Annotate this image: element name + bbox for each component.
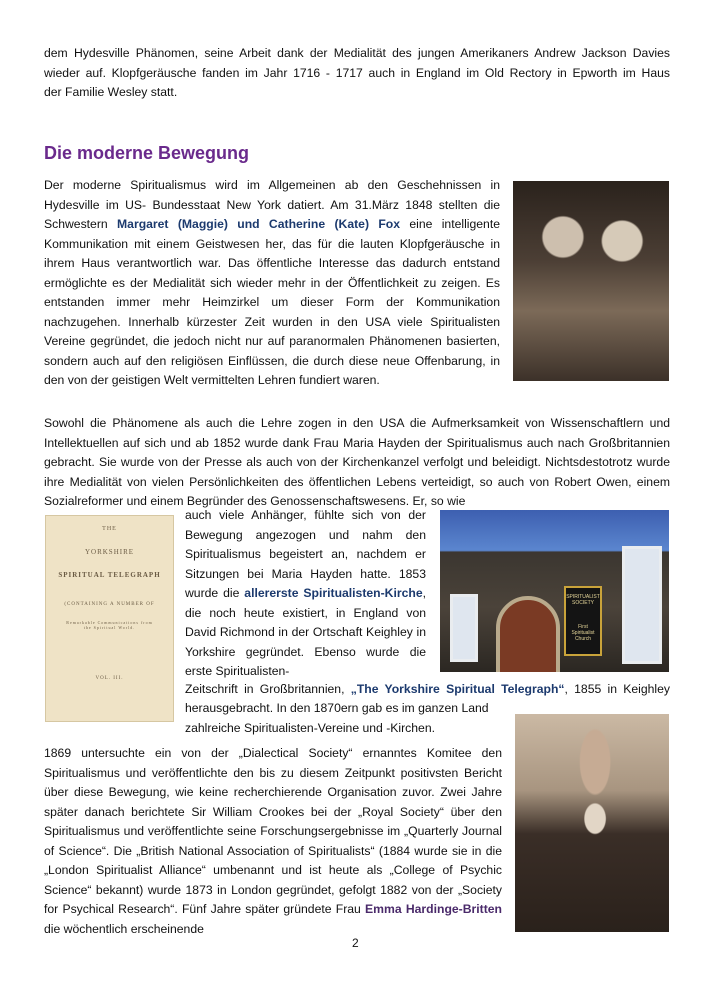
church-window	[622, 546, 662, 664]
paragraph-text: Der moderne Spiritualismus wird im Allgemeinen ab den Geschehnissen in Hydesville im US- Bundesstaat New York datiert. Am 31.März 1848 stellten die Schwestern	[44, 178, 500, 231]
cover-text: Remarkable Communications from the Spiritual World.	[66, 620, 153, 630]
paragraph-fox-sisters	[44, 176, 500, 391]
paragraph-text: Sowohl die Phänomene als auch die Lehre zogen in den USA die Aufmerksamkeit von Wissenschaftlern und Intellektuellen auf sich und ab 1852 wurde dank Frau Maria Hayden der Spiritualismus auch nach Großbritannien gebracht. Sie wurde von der Presse als auch von der Kirchenkanzel verfolgt und beleidigt. Nichtsdestotrotz wurde ihre Medialität von vielen Persönlichkeiten des öffentlichen Lebens verteidigt, so auch von Robert Owen, einem Sozialreformer und einem Begründer des Genossenschaftswesens. Er, so wie	[44, 416, 670, 508]
keighley-church-photo	[440, 510, 669, 672]
cover-text: THE	[102, 526, 117, 532]
emma-hardinge-britten-photo	[515, 714, 669, 932]
paragraph-text: auch viele Anhänger, fühlte sich von der Bewegung angezogen und nahm den Spiritualismus begeistert an, nachdem er Sitzungen bei Maria Hayden hatte. 1853 wurde die	[185, 508, 426, 600]
emma-hardinge-britten-name: Emma Hardinge-Britten	[365, 902, 503, 916]
cover-text: YORKSHIRE	[84, 548, 135, 556]
fox-sisters-photo	[513, 181, 669, 381]
paragraph-text: herausgebracht. In den 1870ern gab es im ganzen Land	[185, 701, 489, 715]
telegraph-tail	[185, 699, 505, 738]
cover-text: (CONTAINING A NUMBER OF	[64, 602, 155, 607]
paragraph-text: zahlreiche Spiritualisten-Vereine und -Kirchen.	[185, 720, 435, 735]
paragraph-societies	[44, 744, 502, 939]
paragraph-text: 1869 untersuchte ein von der „Dialectical Society“ ernanntes Komitee den Spiritualismus und veröffentlichte den bis zu diesem Zeitpunkt positivsten Bericht über diese Bewegung, wie keine recherchierende Organisation zuvor. Zwei Jahre später danach berichtete Sir William Crookes bei der „Royal Society“ über den Spiritualismus und veröffentlichte seine Forschungsergebnisse im „Quarterly Journal of Science“. Die „British National Association of Spiritualists“ (1884 wurde sie in die „London Spiritualist Alliance“ umbenannt und ist heute als „College of Psychic Science“ bekannt) wurde 1873 in London gegründet, gefolgt 1882 von der „Society for Psychical Research“. Fünf Jahre später gründete Frau	[44, 746, 502, 916]
church-sign-text: First Spiritualist Church	[571, 624, 595, 642]
intro-line: dem Hydesville Phänomen, seine Arbeit dank der Medialität des jungen Amerikaners Andrew Jackson Davies	[44, 46, 670, 60]
paragraph-text: , 1855 in Keighley	[564, 682, 670, 696]
church-sign	[564, 586, 602, 656]
yorkshire-telegraph-cover-image	[45, 515, 174, 722]
paragraph-text: Zeitschrift in Großbritannien,	[185, 682, 351, 696]
cover-text: SPIRITUAL TELEGRAPH	[58, 571, 161, 579]
intro-line: der Familie Wesley statt.	[44, 85, 178, 99]
church-window	[450, 594, 478, 662]
telegraph-line	[185, 680, 670, 700]
paragraph-text: die wöchentlich erscheinende	[44, 921, 204, 936]
church-sign-text: SPIRITUALIST SOCIETY	[566, 594, 600, 606]
paragraph-church-column	[185, 506, 426, 682]
telegraph-highlight: „The Yorkshire Spiritual Telegraph“	[350, 682, 565, 696]
intro-paragraph	[44, 44, 670, 103]
intro-line: wieder auf. Klopfgeräusche fanden im Jahr 1716 - 1717 auch in England im Old Rectory in Epworth im Haus	[44, 65, 670, 80]
cover-text: VOL. III.	[95, 676, 124, 681]
first-church-highlight: allererste Spiritualisten-Kirche	[244, 586, 423, 600]
church-door	[496, 596, 560, 672]
page-number: 2	[352, 936, 359, 950]
paragraph-hayden	[44, 414, 670, 512]
paragraph-text: , die noch heute existiert, in England von David Richmond in der Ortschaft Keighley in Yorkshire gegründet. Ebenso wurde die erste Spiritualisten-	[185, 586, 426, 678]
fox-sisters-names: Margaret (Maggie) und Catherine (Kate) Fox	[117, 217, 401, 231]
paragraph-text: eine intelligente Kommunikation mit einem Geistwesen her, das für die lauten Klopfgeräusche in ihrem Haus verantwortlich war. Das öffentliche Interesse das dadurch entstand ermöglichte es der Medialität sich wieder mehr in der Öffentlichkeit zu zeigen. Es entstanden immer mehr Heimzirkel um dieser Form der Kommunikation nachzugehen. Innerhalb kürzester Zeit wurden in den USA viele Spiritualisten Vereine gegründet, die jedoch nicht nur auf paranormalen Phänomenen basierten, sondern auch auf den religiösen Einflüssen, die durch diese neue Offenbarung, in den von der geistigen Welt vermittelten Lehren fundiert waren.	[44, 217, 500, 387]
section-title: Die moderne Bewegung	[44, 143, 250, 163]
